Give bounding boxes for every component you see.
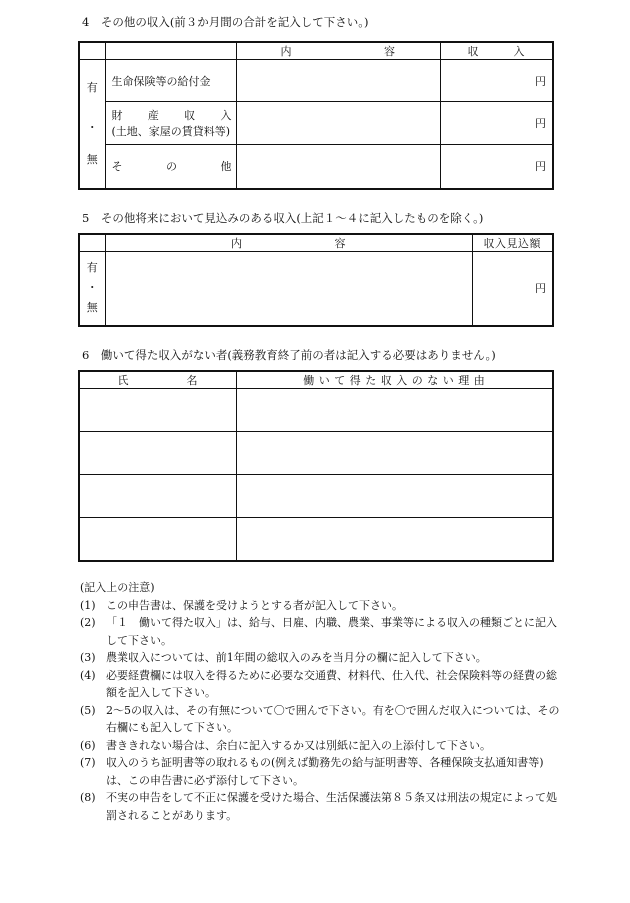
name-field[interactable] [79,475,236,518]
reason-field[interactable] [236,432,553,475]
property-content-field[interactable] [236,102,440,145]
row-label-insurance-benefit: 生命保険等の給付金 [105,60,236,102]
expected-content-field[interactable] [105,252,472,326]
column-header-income: 収 入 [440,42,553,60]
yen-unit: 円 [535,282,546,296]
column-header-name: 氏 名 [79,371,236,389]
expected-income-table [78,233,554,327]
list-item: (7) 収入のうち証明書等の取れるもの(例えば勤務先の給与証明書等、各種保険支払通知書等)は、この申告書に必ず添付して下さい。 [80,756,544,787]
column-header-content: 内 容 [105,234,472,252]
presence-mark[interactable]: 有 ・ 無 [79,252,105,326]
list-item: (6) 書ききれない場合は、余白に記入するか又は別紙に記入の上添付して下さい。 [80,738,491,752]
row-label-other: そ の 他 [105,145,236,189]
other-income-table [78,41,554,190]
row-label-property-income: 財 産 収 入 (土地、家屋の賃貸料等) [105,102,236,145]
section6-heading: 6 働いて得た収入がない者(義務教育終了前の者は記入する必要はありません。) [82,348,496,362]
list-item: (2) 「１ 働いて得た収入」は、給与、日雇、内職、農業、事業等による収入の種類ごとに記入して下さい。 [80,616,557,647]
table-row [79,432,553,475]
yen-unit: 円 [535,117,546,130]
presence-mark[interactable]: 有 ・ 無 [79,60,105,189]
property-amount-field[interactable] [440,102,553,145]
table-row [79,475,553,518]
other-content-field[interactable] [236,145,440,189]
section5-heading: 5 その他将来において見込みのある収入(上記１～４に記入したものを除く。) [82,211,484,225]
table-row [79,389,553,432]
name-field[interactable] [79,518,236,561]
list-item: (3) 農業収入については、前1年間の総収入のみを当月分の欄に記入して下さい。 [80,651,487,664]
instructions-notes [80,579,562,824]
section4-heading: 4 その他の収入(前３か月間の合計を記入して下さい。) [82,15,369,29]
list-item: (4) 必要経費欄には収入を得るために必要な交通費、材料代、仕入代、社会保険料等の経費の総額を記入して下さい。 [80,668,557,699]
yen-unit: 円 [535,160,546,174]
reason-field[interactable] [236,475,553,518]
yen-unit: 円 [535,74,546,88]
other-amount-field[interactable] [440,145,553,189]
name-field[interactable] [79,389,236,432]
expected-amount-field[interactable] [472,252,553,326]
column-header-content: 内 容 [236,42,440,60]
name-field[interactable] [79,432,236,475]
reason-field[interactable] [236,518,553,561]
notes-title: (記入上の注意) [80,581,155,594]
insurance-amount-field[interactable] [440,60,553,102]
list-item: (8) 不実の申告をして不正に保護を受けた場合、生活保護法第８５条又は刑法の規定によって処罰されることがあります。 [80,791,557,822]
column-header-reason: 働 い て 得 た 収 入 の な い 理 由 [236,371,553,389]
list-item: (5) 2～5の収入は、その有無について〇で囲んで下さい。有を〇で囲んだ収入については、その右欄にも記入して下さい。 [80,703,560,734]
table-row [79,518,553,561]
list-item: (1) この申告書は、保護を受けようとする者が記入して下さい。 [80,598,403,612]
no-work-income-table [78,370,554,562]
insurance-content-field[interactable] [236,60,440,102]
reason-field[interactable] [236,389,553,432]
column-header-expected-amount: 収入見込額 [472,234,553,252]
